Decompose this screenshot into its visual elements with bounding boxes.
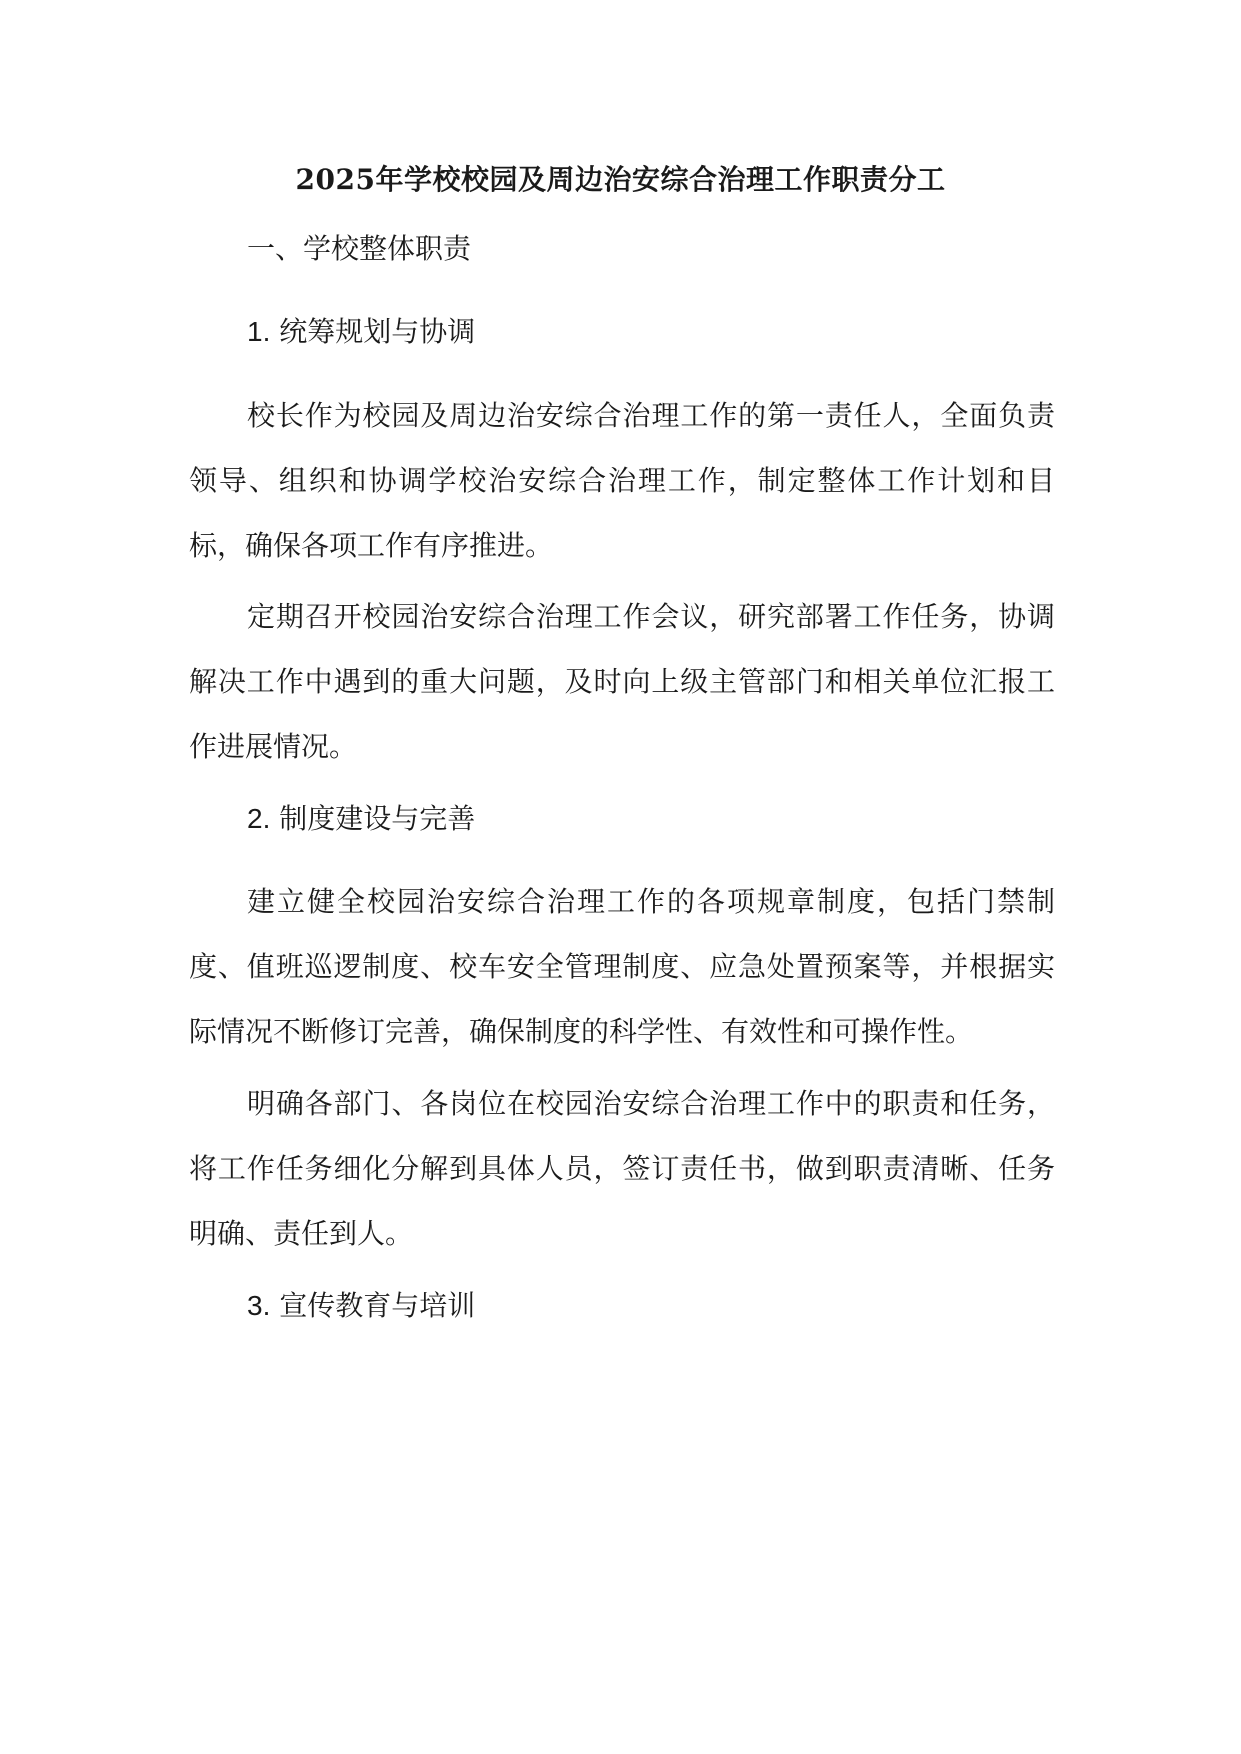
paragraph-1: 校长作为校园及周边治安综合治理工作的第一责任人，全面负责领导、组织和协调学校治安综合治理工作，制定整体工作计划和目标，确保各项工作有序推进。 xyxy=(189,399,1055,562)
subsection-number-2: 2. xyxy=(247,803,271,834)
subsection-heading-3 xyxy=(189,1273,1055,1338)
subsection-heading-1-text: 统筹规划与协调 xyxy=(279,315,476,348)
subsection-heading-2 xyxy=(189,786,1055,851)
subsection-number-1: 1. xyxy=(247,316,271,347)
subsection-heading-2-text: 制度建设与完善 xyxy=(279,802,476,835)
paragraph-3: 建立健全校园治安综合治理工作的各项规章制度，包括门禁制度、值班巡逻制度、校车安全管理制度、应急处置预案等，并根据实际情况不断修订完善，确保制度的科学性、有效性和可操作性。 xyxy=(189,885,1055,1048)
section-heading-1 xyxy=(189,216,1055,281)
subsection-heading-3-text: 宣传教育与培训 xyxy=(279,1289,476,1322)
paragraph-4: 明确各部门、各岗位在校园治安综合治理工作中的职责和任务，将工作任务细化分解到具体人员，签订责任书，做到职责清晰、任务明确、责任到人。 xyxy=(189,1087,1055,1250)
subsection-heading-1 xyxy=(189,299,1055,364)
document-title: 2025年学校校园及周边治安综合治理工作职责分工 xyxy=(295,163,946,196)
paragraph-2: 定期召开校园治安综合治理工作会议，研究部署工作任务，协调解决工作中遇到的重大问题，及时向上级主管部门和相关单位汇报工作进展情况。 xyxy=(189,600,1055,763)
section-heading-1-text: 一、学校整体职责 xyxy=(247,232,472,265)
subsection-number-3: 3. xyxy=(247,1290,271,1321)
